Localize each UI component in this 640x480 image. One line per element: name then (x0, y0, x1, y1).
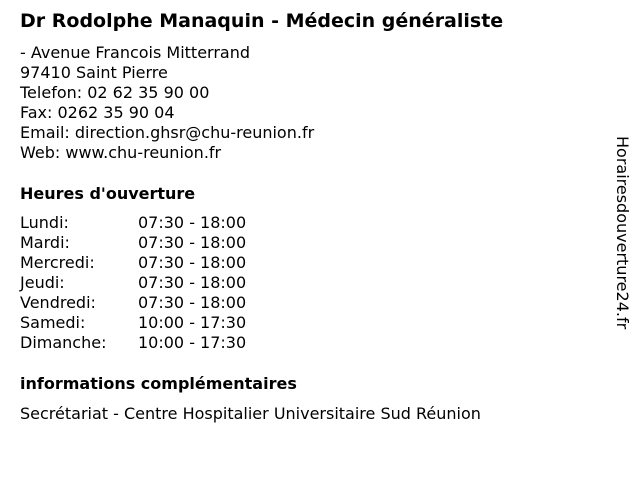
day-label: Mercredi: (20, 253, 95, 272)
hours-row-saturday (20, 313, 268, 333)
phone-line: Telefon: 02 62 35 90 00 (20, 83, 210, 102)
web-line: Web: www.chu-reunion.fr (20, 143, 222, 162)
city-line: 97410 Saint Pierre (20, 63, 168, 82)
day-label: Vendredi: (20, 293, 96, 312)
hours-row-friday (20, 293, 268, 313)
hours-row-thursday (20, 273, 268, 293)
hours-row-wednesday (20, 253, 268, 273)
info-heading: informations complémentaires (20, 374, 297, 393)
time-range: 10:00 - 17:30 (138, 333, 247, 352)
email-line: Email: direction.ghsr@chu-reunion.fr (20, 123, 315, 142)
hours-row-monday (20, 213, 268, 233)
day-label: Lundi: (20, 213, 69, 232)
day-label: Samedi: (20, 313, 86, 332)
day-label: Dimanche: (20, 333, 107, 352)
hours-row-sunday (20, 333, 268, 353)
address-line: - Avenue Francois Mitterrand (20, 43, 251, 62)
time-range: 07:30 - 18:00 (138, 213, 247, 232)
info-text: Secrétariat - Centre Hospitalier Universitaire Sud Réunion (20, 404, 481, 423)
day-label: Mardi: (20, 233, 70, 252)
time-range: 07:30 - 18:00 (138, 233, 247, 252)
fax-line: Fax: 0262 35 90 04 (20, 103, 175, 122)
opening-hours-table (20, 213, 268, 353)
day-label: Jeudi: (20, 273, 65, 292)
time-range: 10:00 - 17:30 (138, 313, 247, 332)
hours-row-tuesday (20, 233, 268, 253)
page-title: Dr Rodolphe Manaquin - Médecin généraliste (20, 10, 504, 32)
watermark-text: Horairesdouverture24.fr (613, 136, 632, 330)
time-range: 07:30 - 18:00 (138, 293, 247, 312)
contact-block (20, 43, 314, 163)
hours-heading: Heures d'ouverture (20, 184, 196, 203)
time-range: 07:30 - 18:00 (138, 273, 247, 292)
time-range: 07:30 - 18:00 (138, 253, 247, 272)
